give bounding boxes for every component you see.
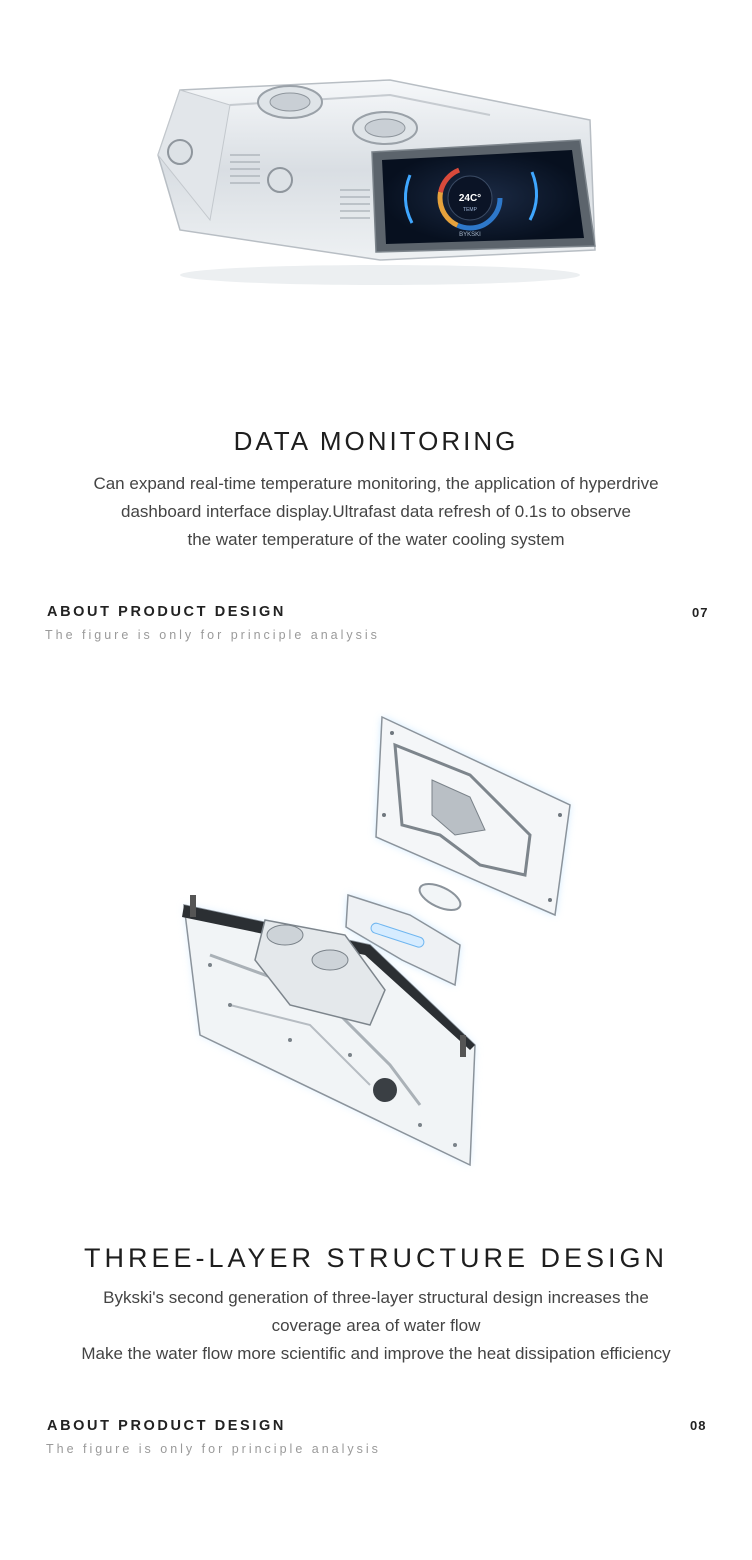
page-number: 07 bbox=[692, 605, 709, 620]
principle-analysis-note: The figure is only for principle analysis bbox=[46, 1442, 381, 1456]
about-product-design-label: ABOUT PRODUCT DESIGN bbox=[47, 1418, 286, 1434]
three-layer-illustration bbox=[170, 705, 590, 1175]
about-product-design-label: ABOUT PRODUCT DESIGN bbox=[47, 604, 286, 620]
reservoir-product-image bbox=[140, 60, 620, 300]
water-block-exploded-image bbox=[170, 705, 590, 1175]
description-line: Can expand real-time temperature monitoring, the application of hyperdrive bbox=[93, 474, 659, 493]
description-line: coverage area of water flow bbox=[271, 1316, 481, 1335]
page-number: 08 bbox=[690, 1418, 707, 1433]
reservoir-illustration bbox=[140, 60, 620, 300]
screen-temp-readout: 24C° bbox=[458, 193, 482, 204]
description-line: dashboard interface display.Ultrafast data refresh of 0.1s to observe bbox=[121, 502, 631, 521]
description-line: the water temperature of the water cooling system bbox=[187, 530, 565, 549]
three-layer-description bbox=[0, 1284, 752, 1368]
description-line: Bykski's second generation of three-layer structural design increases the bbox=[103, 1288, 649, 1307]
brand-mark: BYKSKI bbox=[459, 232, 481, 238]
principle-analysis-note: The figure is only for principle analysis bbox=[45, 628, 380, 642]
description-line: Make the water flow more scientific and improve the heat dissipation efficiency bbox=[81, 1344, 671, 1363]
data-monitoring-description bbox=[0, 470, 752, 554]
three-layer-title: THREE-LAYER STRUCTURE DESIGN bbox=[83, 1243, 669, 1273]
screen-temp-label: TEMP bbox=[463, 207, 477, 213]
data-monitoring-title: DATA MONITORING bbox=[233, 426, 519, 456]
